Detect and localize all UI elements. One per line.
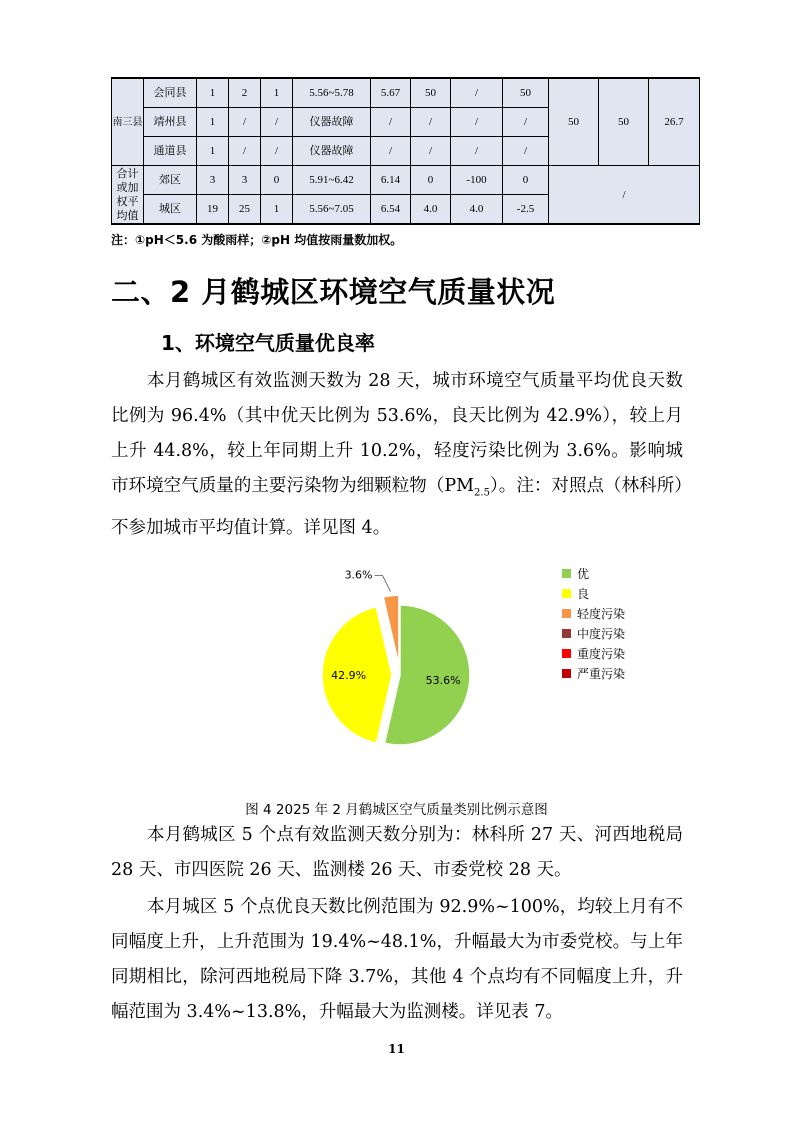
data-label: 53.6% xyxy=(425,673,461,687)
table-cell: / xyxy=(451,108,503,137)
paragraph-text: 本月鹤城区有效监测天数为 28 天，城市环境空气质量平均优良天数比例为 96.4%（其中优天比例为 53.6%，良天比例为 42.9%），较上月上升 44.8%，较上年同期上升 10.2%，轻度污染比例为 3.6%。影响城市环境空气质量的主要污染物为细颗粒物（PM xyxy=(111,371,683,496)
table-cell: 5.56~7.05 xyxy=(293,195,371,225)
legend-swatch xyxy=(562,589,571,598)
legend-label: 优 xyxy=(577,567,590,581)
table-cell: 5.67 xyxy=(371,78,411,108)
legend-label: 严重污染 xyxy=(577,667,626,681)
table-cell: 1 xyxy=(197,108,229,137)
table-cell: 0 xyxy=(411,166,451,195)
table-cell: 1 xyxy=(261,195,293,225)
figure-caption: 图 4 2025 年 2 月鹤城区空气质量类别比例示意图 xyxy=(245,802,548,818)
leader-line xyxy=(375,576,391,592)
table-cell: 6.54 xyxy=(371,195,411,225)
group-label-total: 合计或加权平均值 xyxy=(112,166,144,225)
table-cell: 26.7 xyxy=(649,78,700,166)
legend-label: 轻度污染 xyxy=(577,607,626,621)
legend-label: 中度污染 xyxy=(577,627,626,641)
legend-swatch xyxy=(562,649,571,658)
table-cell: 3 xyxy=(197,166,229,195)
acid-rain-table xyxy=(111,77,700,225)
district-name: 城区 xyxy=(144,195,197,225)
table-cell: 3 xyxy=(229,166,261,195)
table-row xyxy=(112,78,700,108)
table-cell: 2 xyxy=(229,78,261,108)
section-heading: 二、2 月鹤城区环境空气质量状况 xyxy=(111,275,556,309)
table-cell: 1 xyxy=(197,137,229,166)
data-label: 3.6% xyxy=(344,568,373,582)
legend-swatch xyxy=(562,629,571,638)
table-cell: -100 xyxy=(451,166,503,195)
table-cell: / xyxy=(411,137,451,166)
table-cell: 19 xyxy=(197,195,229,225)
page-number: 11 xyxy=(388,1042,405,1056)
table-cell: / xyxy=(503,108,549,137)
table-cell: / xyxy=(261,108,293,137)
table-cell: 50 xyxy=(599,78,649,166)
table-cell: 1 xyxy=(197,78,229,108)
pm-subscript: 2.5 xyxy=(474,487,490,499)
table-cell: 4.0 xyxy=(411,195,451,225)
legend-swatch xyxy=(562,569,571,578)
table-cell: / xyxy=(371,108,411,137)
table-cell: / xyxy=(261,137,293,166)
table-cell: 5.56~5.78 xyxy=(293,78,371,108)
county-name: 通道县 xyxy=(144,137,197,166)
table-cell: 25 xyxy=(229,195,261,225)
table-cell: / xyxy=(229,137,261,166)
county-name: 靖州县 xyxy=(144,108,197,137)
group-label-nansan: 南三县 xyxy=(112,78,144,166)
table-cell: 5.91~6.42 xyxy=(293,166,371,195)
paragraph-monitoring-days: 本月鹤城区 5 个点有效监测天数分别为：林科所 27 天、河西地税局 28 天、市四医院 26 天、监测楼 26 天、市委党校 28 天。 xyxy=(111,825,683,880)
legend-label: 重度污染 xyxy=(577,647,626,661)
paragraph-quality-rate xyxy=(111,364,683,546)
table-cell: / xyxy=(411,108,451,137)
table-cell: -2.5 xyxy=(503,195,549,225)
table-cell: 6.14 xyxy=(371,166,411,195)
table-cell: / xyxy=(503,137,549,166)
table-cell: / xyxy=(451,137,503,166)
legend-swatch xyxy=(562,609,571,618)
table-cell: / xyxy=(549,166,700,225)
table-cell: 1 xyxy=(261,78,293,108)
table-cell: / xyxy=(371,137,411,166)
table-cell: 50 xyxy=(503,78,549,108)
table-cell: 仪器故障 xyxy=(293,108,371,137)
table-cell: 4.0 xyxy=(451,195,503,225)
table-cell: 仪器故障 xyxy=(293,137,371,166)
subsection-heading: 1、环境空气质量优良率 xyxy=(161,331,375,355)
legend-label: 良 xyxy=(577,587,590,601)
paragraph-site-ratios: 本月城区 5 个点优良天数比例范围为 92.9%~100%，均较上月有不同幅度上升，上升范围为 19.4%~48.1%，升幅最大为市委党校。与上年同期相比，除河西地税局下降 3.7%，其他 4 个点均有不同幅度上升，升幅范围为 3.4%~13.8%，升幅最大为监测楼。详见表 7。 xyxy=(111,897,683,1022)
air-quality-pie-chart xyxy=(300,565,680,760)
county-name: 会同县 xyxy=(144,78,197,108)
table-row xyxy=(112,166,700,195)
table-cell: 0 xyxy=(503,166,549,195)
table-cell: / xyxy=(451,78,503,108)
table-note: 注：①pH＜5.6 为酸雨样；②pH 均值按雨量数加权。 xyxy=(111,233,403,247)
table-cell: 50 xyxy=(549,78,599,166)
district-name: 郊区 xyxy=(144,166,197,195)
data-label: 42.9% xyxy=(331,669,367,683)
table-cell: 50 xyxy=(411,78,451,108)
table-cell: 0 xyxy=(261,166,293,195)
paragraph-text: ）。注：对照点（林科所）不参加城市平均值计算。详见图 4。 xyxy=(111,476,683,538)
table-cell: / xyxy=(229,108,261,137)
legend-swatch xyxy=(562,669,571,678)
